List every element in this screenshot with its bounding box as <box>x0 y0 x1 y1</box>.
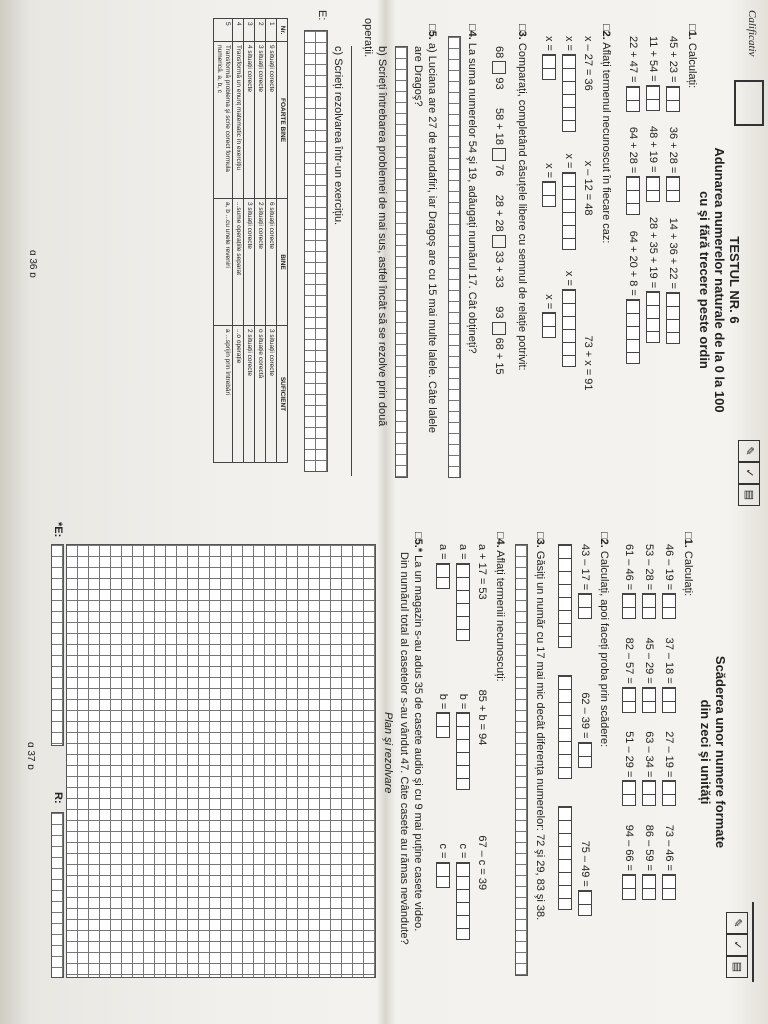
book-icon: ▤ <box>726 956 748 978</box>
relation-box[interactable] <box>492 61 506 74</box>
page-number-right: ɑ 37 ɒ <box>25 742 36 770</box>
r-ex2-header: □2. Calculați, apoi faceți proba prin scădere: <box>598 532 610 748</box>
answer-box[interactable] <box>646 291 660 343</box>
answer-box[interactable] <box>626 299 640 364</box>
header-rule <box>752 902 754 982</box>
relation-box[interactable] <box>492 235 506 248</box>
table-row: 4 Transformă un enunț matematic în exercițiu ...sume operațiile separat ...o operație <box>233 19 244 463</box>
answer-box[interactable] <box>436 862 450 888</box>
answer-box[interactable] <box>662 874 676 900</box>
test-title: TESTUL NR. 6 Adunarea numerelor naturale de la 0 la 100 cu şi fără trecere peste ordin <box>697 147 742 413</box>
answer-box[interactable] <box>542 54 556 80</box>
ex2-header: □2. Aflați termenul necunoscut în fiecare caz: <box>600 24 612 244</box>
evaluation-table-wrapper <box>213 18 288 463</box>
table-row: 1 9 situații corecte 6 situații corecte 3 situații corecte <box>266 19 277 463</box>
ex4-answer-grid[interactable] <box>448 36 461 478</box>
calificativ-label: Calificativ <box>746 10 758 57</box>
answer-box[interactable] <box>456 563 470 641</box>
answer-box[interactable] <box>662 687 676 713</box>
ex2-equations: x – 27 = 36x – 12 = 4873 + x = 91 <box>582 36 594 391</box>
r-ex5-text: □5.* La un magazin s-au adus 35 de casete audio şi cu 9 mai puține casete video. <box>412 532 424 932</box>
proof-box[interactable] <box>558 544 572 648</box>
r-ex1-row3: 61 – 46 = 82 – 57 = 51 – 29 = 94 – 66 = <box>622 544 636 900</box>
page-number-left: ɑ 36 ɒ <box>27 250 38 278</box>
answer-box[interactable] <box>542 181 556 207</box>
answer-box[interactable] <box>662 780 676 806</box>
r-ex3-header: □3. Găsiți un număr cu 17 mai mic decât diferența numerelor: 72 şi 29, 83 şi 38. <box>534 532 546 921</box>
answer-box[interactable] <box>622 874 636 900</box>
r-answer-grid[interactable] <box>51 812 64 978</box>
answer-box[interactable] <box>646 176 660 202</box>
r-ex3-answer-grid[interactable] <box>515 544 528 976</box>
right-page <box>0 512 768 1024</box>
table-row: 2 3 situații corecte 2 situații corecte o situație corectă <box>255 19 266 463</box>
plan-label: Plan şi rezolvare <box>382 712 394 794</box>
answer-box[interactable] <box>642 593 656 619</box>
ex4-header: □4. La suma numerelor 54 şi 19, adăugați numărul 17. Cât obțineți? <box>466 24 478 354</box>
r-ex5-text2: Din numărul total al casetelor s-au vândut 47. Câte casete au rămas nevândute? <box>398 552 410 945</box>
r-ex2-proofs <box>558 544 572 910</box>
lesson-title: Scăderea unor numere formate din zeci şi unități <box>698 655 728 849</box>
answer-box[interactable] <box>436 563 450 589</box>
r-ex1-header: □1. Calculați: <box>682 532 694 597</box>
e-label: E: <box>316 10 328 21</box>
check-icon: ✓ <box>738 462 760 484</box>
answer-box[interactable] <box>626 176 640 215</box>
ex5-a2: are Dragoş? <box>412 46 424 107</box>
book-icon: ▤ <box>738 484 760 506</box>
answer-box[interactable] <box>666 176 680 202</box>
answer-box[interactable] <box>626 86 640 112</box>
e-label-right: *E: <box>52 522 64 538</box>
ex3-header: □3. Comparați, completând căsuțele libere cu semnul de relație potrivit: <box>516 24 528 371</box>
answer-box[interactable] <box>646 85 660 111</box>
ex5-a-answer-grid[interactable] <box>395 46 408 478</box>
ex5-c: c) Scrieți rezolvarea într-un exercițiu. <box>332 46 344 226</box>
answer-box[interactable] <box>578 593 592 619</box>
r-label: R: <box>52 792 64 804</box>
r-ex4-equations: a + 17 = 5385 + b = 9467 – c = 39 <box>476 544 488 891</box>
check-icon: ✓ <box>726 934 748 956</box>
answer-box[interactable] <box>436 712 450 738</box>
ex5-c-answer-grid[interactable] <box>304 30 328 472</box>
relation-box[interactable] <box>492 148 506 161</box>
ex1-row2: 11 + 54 = 48 + 19 = 28 + 35 + 19 = <box>646 36 660 343</box>
grade-box[interactable] <box>734 80 764 126</box>
r-ex4-results: a = b = c = <box>436 544 450 888</box>
ex2-work: x = x = x = <box>562 36 576 367</box>
ex5-b: b) Scrieți întrebarea problemei de mai sus, astfel încât să se rezolve prin două <box>376 46 388 427</box>
r-ex5-answer-grid[interactable] <box>66 544 376 978</box>
self-eval-icons-right <box>726 912 748 978</box>
r-ex4-header: □4. Aflați termenii necunoscuți: <box>494 532 506 682</box>
r-ex1-row1: 46 – 19 = 37 – 18 = 27 – 19 = 73 – 46 = <box>662 544 676 900</box>
answer-box[interactable] <box>666 86 680 112</box>
answer-box[interactable] <box>666 292 680 344</box>
answer-box[interactable] <box>542 312 556 338</box>
ex1-row1: 45 + 23 = 36 + 28 = 14 + 36 + 22 = <box>666 36 680 344</box>
table-header-row: Nr. FOARTE BINE BINE SUFICIENT <box>277 19 288 463</box>
ex3-comparisons: 68 93 58 + 18 76 28 + 28 33 + 33 93 68 + 15 <box>493 46 506 375</box>
proof-box[interactable] <box>558 675 572 779</box>
answer-box[interactable] <box>578 742 592 768</box>
answer-box[interactable] <box>456 712 470 790</box>
answer-box[interactable] <box>622 593 636 619</box>
answer-box[interactable] <box>642 780 656 806</box>
answer-box[interactable] <box>562 54 576 132</box>
ex5-a: □5. a) Luciana are 27 de trandafiri, iar Dragoş are cu 15 mai multe lalele. Câte lalele <box>426 24 438 433</box>
ex2-results: x = x = x = <box>542 36 556 338</box>
relation-box[interactable] <box>492 322 506 335</box>
pencil-icon: ✎ <box>726 912 748 934</box>
answer-box[interactable] <box>622 780 636 806</box>
r-ex4-work: a = b = c = <box>456 544 470 940</box>
r-ex2-items: 43 – 17 = 62 – 39 = 75 – 49 = <box>578 544 592 916</box>
answer-box[interactable] <box>578 890 592 916</box>
answer-box[interactable] <box>622 687 636 713</box>
pencil-icon: ✎ <box>738 440 760 462</box>
ex5-b-answer-line[interactable] <box>351 46 352 476</box>
table-row: 5 Transformă problema şi scrie corect formula numerică. a, b, c a, b ...cu unele reveniri a ...sprijin prin întrebări <box>214 19 233 463</box>
evaluation-table <box>213 18 288 463</box>
ex1-row3: 22 + 47 = 64 + 28 = 64 + 20 + 8 = <box>626 36 640 364</box>
answer-box[interactable] <box>642 874 656 900</box>
r-ex1-row2: 53 – 28 = 45 – 29 = 63 – 34 = 86 – 59 = <box>642 544 656 900</box>
answer-box[interactable] <box>562 289 576 367</box>
e-answer-grid[interactable] <box>51 544 64 746</box>
ex1-header: □1. Calculați: <box>686 24 698 89</box>
answer-box[interactable] <box>562 172 576 250</box>
proof-box[interactable] <box>558 806 572 910</box>
answer-box[interactable] <box>642 687 656 713</box>
answer-box[interactable] <box>456 862 470 940</box>
table-row: 3 4 situații corecte 3 situații corecte 2 situații corecte <box>244 19 255 463</box>
answer-box[interactable] <box>662 593 676 619</box>
self-eval-icons <box>738 440 760 506</box>
ex5-b2: operații. <box>362 18 374 58</box>
